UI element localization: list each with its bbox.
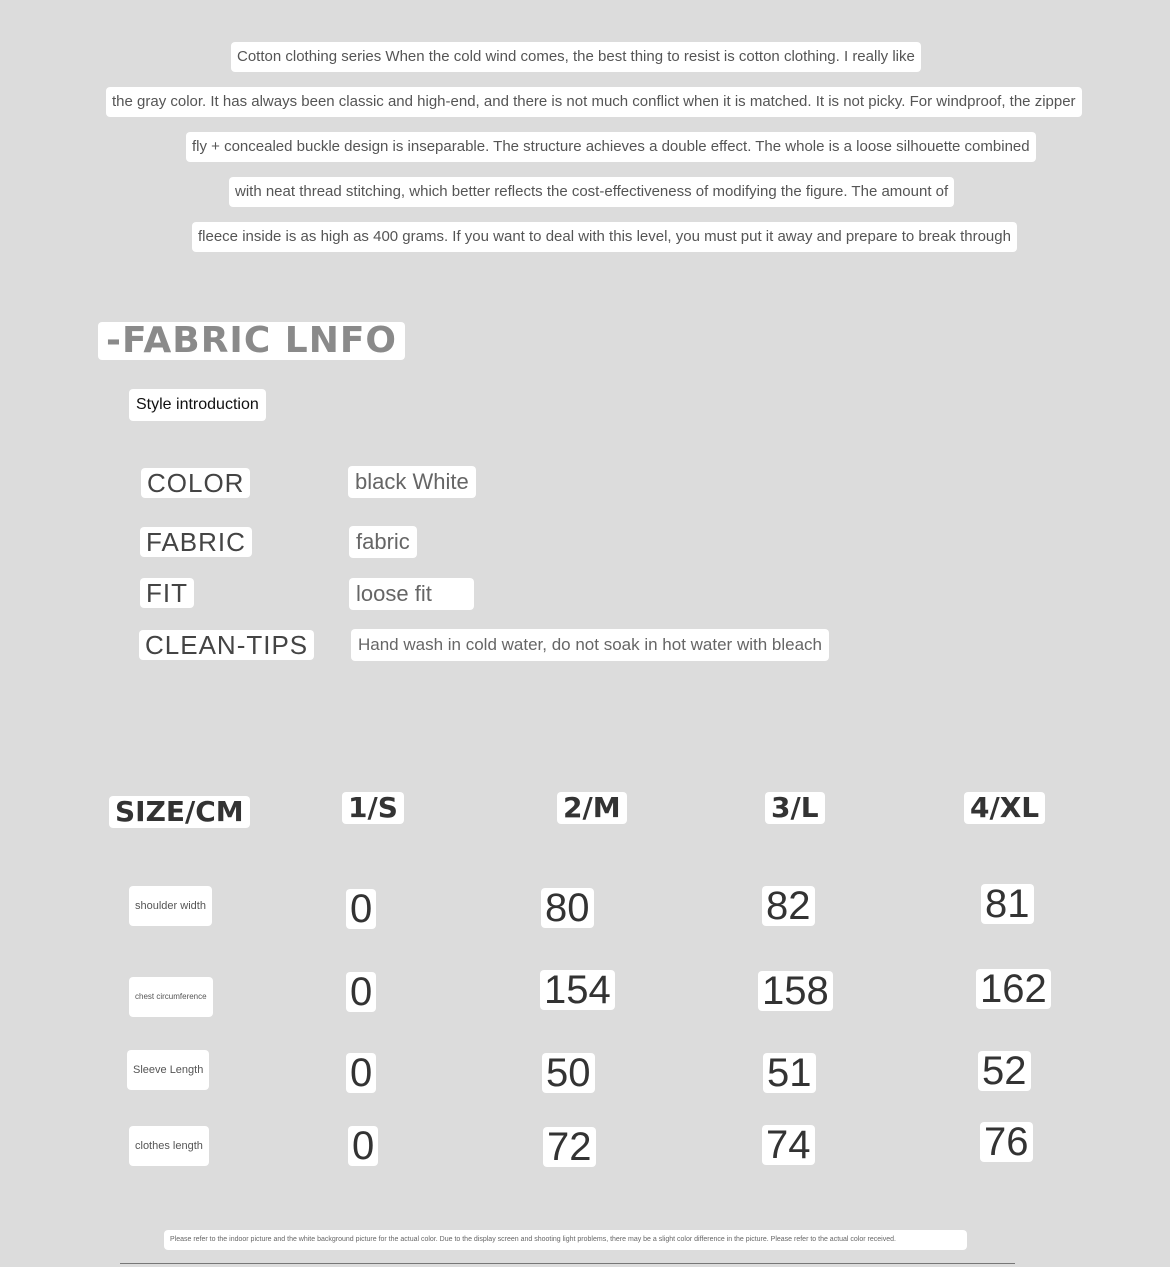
color-disclaimer-note: Please refer to the indoor picture and the white background picture for the actual color. Due to the display screen and shooting light problems, there may be a slight color difference in the picture. Please refer to the actual color received. xyxy=(164,1230,967,1250)
description-line: fly + concealed buckle design is inseparable. The structure achieves a double effect. The whole is a loose silhouette combined xyxy=(186,132,1036,162)
spec-value-fit: loose fit xyxy=(349,578,474,610)
row-label-clothes-length: clothes length xyxy=(129,1126,209,1166)
row-label-chest-circumference: chest circumference xyxy=(129,977,213,1017)
row-label-shoulder-width: shoulder width xyxy=(129,886,212,926)
spec-value-clean-tips: Hand wash in cold water, do not soak in hot water with bleach xyxy=(351,629,829,661)
table-cell: 50 xyxy=(542,1053,595,1093)
size-column-s: 1/S xyxy=(342,792,404,824)
size-table-corner: SIZE/CM xyxy=(109,796,250,828)
row-label-sleeve-length: Sleeve Length xyxy=(127,1050,209,1090)
table-cell: 162 xyxy=(976,969,1051,1009)
table-cell: 0 xyxy=(346,972,376,1012)
table-cell: 81 xyxy=(981,884,1034,924)
spec-key-fabric: FABRIC xyxy=(140,527,252,557)
table-cell: 76 xyxy=(980,1122,1033,1162)
description-line: fleece inside is as high as 400 grams. If you want to deal with this level, you must put it away and prepare to break through xyxy=(192,222,1017,252)
size-column-m: 2/M xyxy=(557,792,627,824)
description-line: with neat thread stitching, which better reflects the cost-effectiveness of modifying the figure. The amount of xyxy=(229,177,954,207)
spec-value-fabric: fabric xyxy=(349,526,417,558)
size-column-l: 3/L xyxy=(765,792,825,824)
bottom-divider xyxy=(120,1263,1015,1264)
table-cell: 82 xyxy=(762,886,815,926)
description-line: the gray color. It has always been classic and high-end, and there is not much conflict when it is matched. It is not picky. For windproof, the zipper xyxy=(106,87,1082,117)
table-cell: 74 xyxy=(762,1125,815,1165)
table-cell: 154 xyxy=(540,970,615,1010)
table-cell: 80 xyxy=(541,888,594,928)
table-cell: 0 xyxy=(348,1126,378,1166)
table-cell: 0 xyxy=(346,1053,376,1093)
spec-value-color: black White xyxy=(348,466,476,498)
table-cell: 0 xyxy=(346,889,376,929)
table-cell: 72 xyxy=(543,1127,596,1167)
spec-key-color: COLOR xyxy=(141,468,250,498)
fabric-info-heading: -FABRIC LNFO xyxy=(98,322,405,360)
table-cell: 51 xyxy=(763,1053,816,1093)
table-cell: 158 xyxy=(758,971,833,1011)
spec-key-clean-tips: CLEAN-TIPS xyxy=(139,630,314,660)
table-cell: 52 xyxy=(978,1051,1031,1091)
description-line: Cotton clothing series When the cold wind comes, the best thing to resist is cotton clothing. I really like xyxy=(231,42,921,72)
spec-key-fit: FIT xyxy=(140,578,194,608)
size-column-xl: 4/XL xyxy=(964,792,1045,824)
style-introduction-label: Style introduction xyxy=(129,389,266,421)
